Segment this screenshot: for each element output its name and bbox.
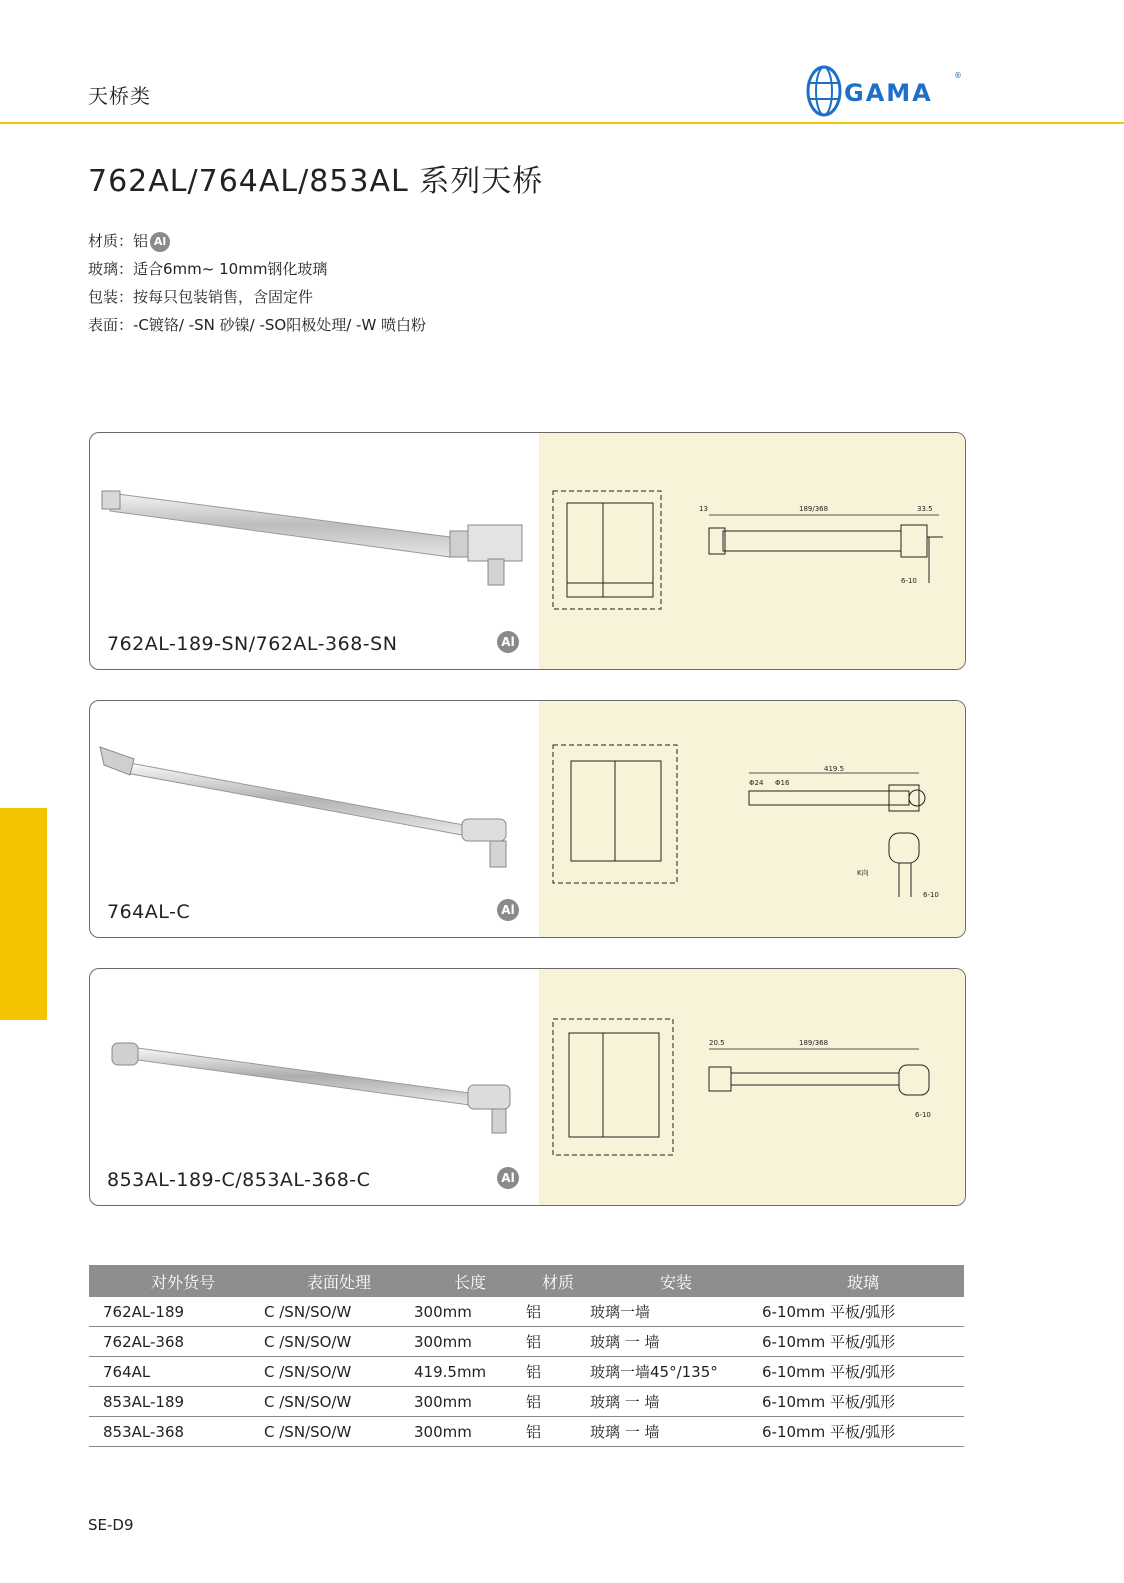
svg-text:Φ16: Φ16 <box>775 779 790 787</box>
technical-drawing-853al <box>539 969 965 1205</box>
col-header: 长度 <box>414 1265 526 1297</box>
section-title: 天桥类 <box>88 84 151 108</box>
page-number: SE-D9 <box>88 1516 134 1534</box>
col-header: 材质 <box>526 1265 590 1297</box>
col-header: 表面处理 <box>264 1265 414 1297</box>
svg-text:K向: K向 <box>857 869 869 877</box>
brand-text: GAMA <box>844 79 933 107</box>
col-header: 玻璃 <box>762 1265 964 1297</box>
header-divider <box>0 122 1124 124</box>
table-row: 764AL C /SN/SO/W 419.5mm 铝 玻璃一墙45°/135° 6-10mm 平板/弧形 <box>89 1357 964 1387</box>
svg-text:189/368: 189/368 <box>799 1039 829 1047</box>
spec-packaging: 包装：按每只包装销售，含固定件 <box>88 288 314 306</box>
product-name: 764AL-C <box>107 901 191 923</box>
technical-drawing-762al <box>539 433 965 669</box>
spec-material: 材质：铝 Al <box>88 230 170 252</box>
svg-text:20.5: 20.5 <box>709 1039 725 1047</box>
table-row: 853AL-368 C /SN/SO/W 300mm 铝 玻璃 一 墙 6-10mm 平板/弧形 <box>89 1417 964 1447</box>
gama-logo <box>804 64 964 118</box>
product-name: 853AL-189-C/853AL-368-C <box>107 1169 371 1191</box>
product-card-762al <box>89 432 966 670</box>
svg-text:6-10: 6-10 <box>923 891 939 899</box>
svg-text:Φ24: Φ24 <box>749 779 764 787</box>
aluminum-badge-icon: Al <box>497 899 519 921</box>
svg-text:419.5: 419.5 <box>824 765 845 773</box>
svg-text:13: 13 <box>699 505 708 513</box>
product-card-853al <box>89 968 966 1206</box>
side-index-tab <box>0 808 47 1020</box>
table-row: 762AL-189 C /SN/SO/W 300mm 铝 玻璃一墙 6-10mm 平板/弧形 <box>89 1297 964 1327</box>
technical-drawing-764al <box>539 701 965 937</box>
col-header: 安装 <box>590 1265 762 1297</box>
aluminum-badge-icon: Al <box>497 1167 519 1189</box>
page-title: 762AL/764AL/853AL 系列天桥 <box>88 164 544 199</box>
table-row: 762AL-368 C /SN/SO/W 300mm 铝 玻璃 一 墙 6-10mm 平板/弧形 <box>89 1327 964 1357</box>
table-row: 853AL-189 C /SN/SO/W 300mm 铝 玻璃 一 墙 6-10mm 平板/弧形 <box>89 1387 964 1417</box>
product-name: 762AL-189-SN/762AL-368-SN <box>107 633 398 655</box>
spec-glass: 玻璃：适合6mm~ 10mm钢化玻璃 <box>88 260 328 278</box>
spec-table <box>89 1265 964 1447</box>
svg-text:6-10: 6-10 <box>901 577 917 585</box>
table-header-row <box>89 1265 964 1297</box>
aluminum-badge-icon: Al <box>497 631 519 653</box>
col-header: 对外货号 <box>89 1265 264 1297</box>
product-card-764al <box>89 700 966 938</box>
svg-text:189/368: 189/368 <box>799 505 829 513</box>
svg-text:6-10: 6-10 <box>915 1111 931 1119</box>
svg-text:33.5: 33.5 <box>917 505 933 513</box>
aluminum-badge-icon: Al <box>150 232 170 252</box>
spec-surface: 表面：-C镀铬/ -SN 砂镍/ -SO阳极处理/ -W 喷白粉 <box>88 316 427 334</box>
svg-text:®: ® <box>954 71 962 80</box>
